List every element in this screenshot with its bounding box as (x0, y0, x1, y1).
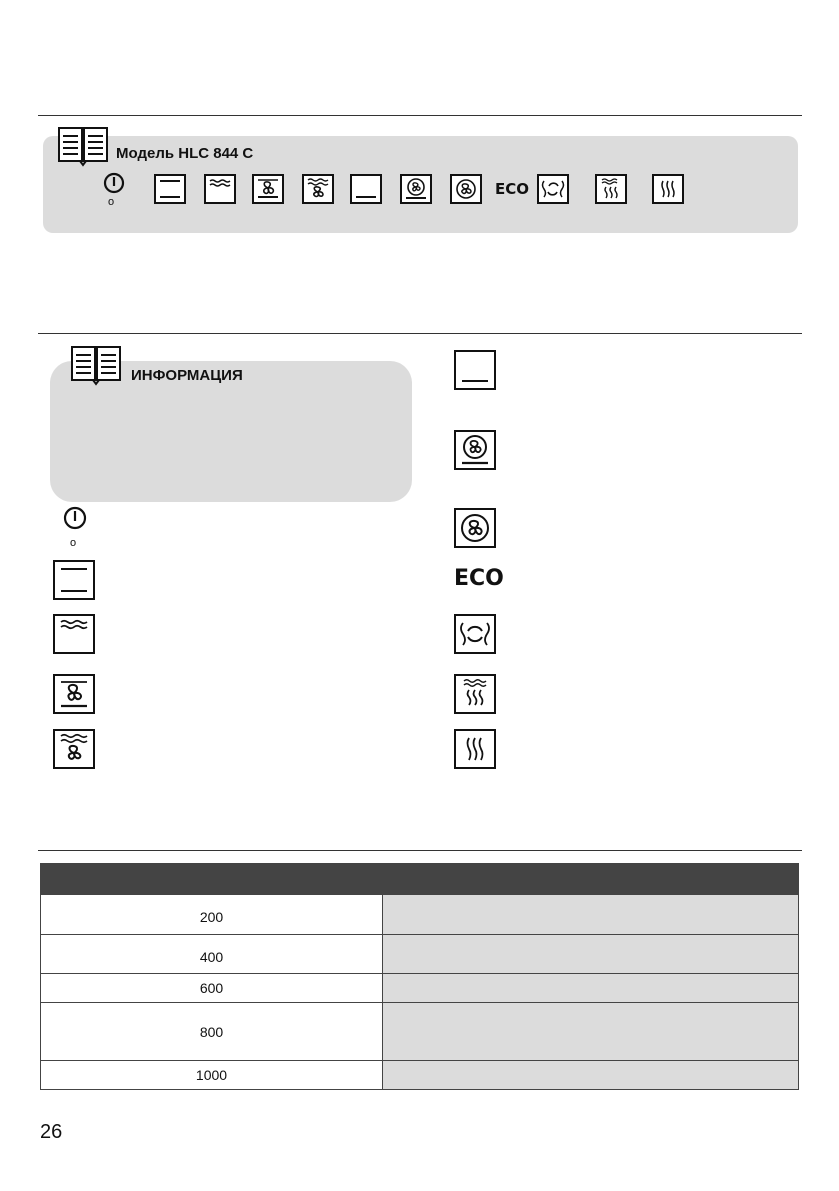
steam-icon (652, 174, 684, 204)
info-book-icon (71, 346, 121, 384)
table-cell-value: 800 (41, 1003, 383, 1061)
table-cell-value: 1000 (41, 1061, 383, 1090)
power-icon (103, 172, 125, 194)
book-icon (58, 127, 108, 165)
circulation-icon (537, 174, 569, 204)
table-header-left (41, 864, 383, 895)
grill-icon (204, 174, 236, 204)
legend-fan-ring-icon (454, 508, 496, 548)
power-dot-label: o (108, 196, 115, 208)
table-cell-empty (383, 935, 799, 974)
fan-ring-icon (450, 174, 482, 204)
table-cell-value: 600 (41, 974, 383, 1003)
info-title: ИНФОРМАЦИЯ (131, 367, 243, 384)
table-header-row (41, 864, 799, 895)
table-cell-value: 200 (41, 895, 383, 935)
table-row (41, 1003, 799, 1061)
legend-fan-bottom-heat-icon (53, 674, 95, 714)
legend-steam-icon (454, 729, 496, 769)
bottom-heat-icon (350, 174, 382, 204)
model-title: Модель HLC 844 C (116, 145, 254, 162)
fan-ring-bottom-icon (400, 174, 432, 204)
table-header-right (383, 864, 799, 895)
legend-grill-icon (53, 614, 95, 654)
middle-divider (38, 333, 802, 334)
table-divider (38, 850, 802, 851)
eco-label: ECO (495, 180, 530, 198)
legend-fan-ring-bottom-icon (454, 430, 496, 470)
legend-power-dot: o (70, 537, 77, 549)
table-row (41, 935, 799, 974)
table-row (41, 974, 799, 1003)
legend-power-icon (63, 506, 87, 530)
legend-steam-grill-icon (454, 674, 496, 714)
legend-circulation-icon (454, 614, 496, 654)
fan-bottom-heat-icon (252, 174, 284, 204)
table-cell-value: 400 (41, 935, 383, 974)
legend-top-bottom-heat-icon (53, 560, 95, 600)
top-divider (38, 115, 802, 116)
page-number: 26 (40, 1121, 63, 1143)
top-bottom-heat-icon (154, 174, 186, 204)
table-cell-empty (383, 1003, 799, 1061)
power-table (40, 863, 799, 1090)
table-cell-empty (383, 895, 799, 935)
legend-bottom-heat-icon (454, 350, 496, 390)
legend-fan-grill-icon (53, 729, 95, 769)
table-cell-empty (383, 974, 799, 1003)
steam-grill-icon (595, 174, 627, 204)
legend-eco-label: ECO (454, 566, 504, 591)
table-cell-empty (383, 1061, 799, 1090)
table-row (41, 895, 799, 935)
fan-grill-icon (302, 174, 334, 204)
table-row (41, 1061, 799, 1090)
